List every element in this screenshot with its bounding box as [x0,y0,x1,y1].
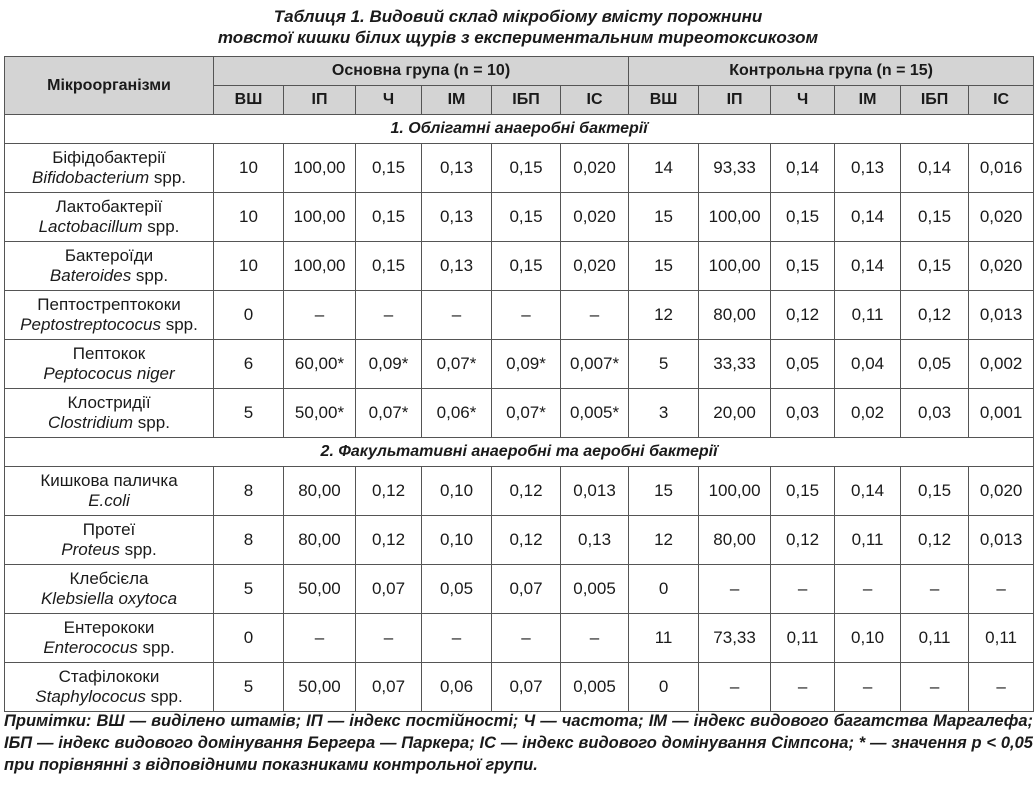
control-value-cell: 11 [629,614,699,663]
main-value-cell: 0,005 [561,663,629,712]
organism-name: Кишкова паличка [40,471,178,490]
control-value-cell: – [835,565,901,614]
organism-latin-name: Peptococus niger [43,364,175,383]
main-value-cell: – [356,291,422,340]
organism-name: Протеї [82,520,136,539]
main-value-cell: 0,13 [561,516,629,565]
main-value-cell: 80,00 [284,516,356,565]
title-line-1: Таблиця 1. Видовий склад мікробіому вмісту порожнини [273,7,763,26]
main-value-cell: 60,00* [284,340,356,389]
control-value-cell: 0,016 [969,144,1034,193]
control-value-cell: – [699,565,771,614]
control-value-cell: 0,14 [901,144,969,193]
control-value-cell: 0,020 [969,467,1034,516]
section-header-row [5,115,1034,144]
control-value-cell: 0 [629,565,699,614]
control-value-cell: 0,12 [771,291,835,340]
organisms-header: Мікроорганізми [5,57,214,115]
main-value-cell: 5 [214,565,284,614]
organism-cell [5,242,214,291]
main-value-cell: – [561,614,629,663]
main-col-header: ВШ [214,86,284,115]
organism-name: Біфідобактерії [52,148,166,167]
control-value-cell: 0,02 [835,389,901,438]
control-col-header: Ч [771,86,835,115]
main-value-cell: 0 [214,291,284,340]
organism-suffix: spp. [131,266,169,285]
control-col-header: ІМ [835,86,901,115]
control-value-cell: 0,14 [835,193,901,242]
organism-cell [5,340,214,389]
main-col-header: ІС [561,86,629,115]
main-value-cell: 50,00 [284,663,356,712]
control-value-cell: 100,00 [699,242,771,291]
table-title [0,6,1036,48]
control-value-cell: 0,13 [835,144,901,193]
control-value-cell: 33,33 [699,340,771,389]
control-value-cell: – [901,565,969,614]
main-value-cell: 10 [214,242,284,291]
table-row [5,614,1034,663]
main-value-cell: 0,06 [422,663,492,712]
section-header-row [5,438,1034,467]
main-value-cell: 0,13 [422,144,492,193]
table-row [5,565,1034,614]
table-row [5,516,1034,565]
main-value-cell: 100,00 [284,144,356,193]
organism-cell [5,389,214,438]
section-title: 1. Облігатні анаеробні бактерії [5,115,1034,144]
organism-suffix: spp. [119,540,157,559]
organism-name: Стафілококи [58,667,160,686]
organism-cell [5,193,214,242]
main-col-header: ІБП [492,86,561,115]
main-value-cell: – [356,614,422,663]
main-value-cell: 0,10 [422,516,492,565]
organism-name: Пептострептококи [37,295,181,314]
main-value-cell: – [422,614,492,663]
control-col-header: ІБП [901,86,969,115]
organism-suffix: spp. [142,217,180,236]
main-value-cell: 0,05 [422,565,492,614]
organism-latin-name: Staphylococus [35,687,146,706]
main-value-cell: – [422,291,492,340]
organism-latin-name: Klebsiella oxytoca [40,589,178,608]
main-value-cell: 0,06* [422,389,492,438]
main-value-cell: 0,07 [492,663,561,712]
organism-name: Пептокок [72,344,146,363]
main-value-cell: 0,07* [356,389,422,438]
main-value-cell: 0,10 [422,467,492,516]
table-row [5,467,1034,516]
control-value-cell: – [771,565,835,614]
control-value-cell: – [969,663,1034,712]
organism-cell [5,144,214,193]
organism-cell [5,663,214,712]
main-value-cell: 0,013 [561,467,629,516]
main-value-cell: 0,15 [492,144,561,193]
main-value-cell: 50,00 [284,565,356,614]
main-value-cell: – [284,614,356,663]
main-value-cell: 0,007* [561,340,629,389]
control-value-cell: 0,11 [835,516,901,565]
control-value-cell: 0,11 [771,614,835,663]
main-value-cell: 80,00 [284,467,356,516]
control-value-cell: 12 [629,516,699,565]
control-value-cell: – [771,663,835,712]
table-notes: Примітки: ВШ — виділено штамів; ІП — індекс постійності; Ч — частота; ІМ — індекс видового багатства Маргалефа; ІБП — індекс видового домінування Бергера — Паркера; ІС — індекс видового домінування Сімпсона; * — значення р < 0,05 при порівнянні з відповідними показниками контрольної групи. [4,712,1033,774]
organism-suffix: spp. [160,315,198,334]
control-value-cell: 0,15 [771,193,835,242]
control-col-header: ІП [699,86,771,115]
control-value-cell: 93,33 [699,144,771,193]
organism-latin-name: Enterococus [43,638,138,657]
control-value-cell: 80,00 [699,291,771,340]
main-value-cell: 10 [214,144,284,193]
organism-cell [5,291,214,340]
main-value-cell: – [492,291,561,340]
main-group-header: Основна група (n = 10) [214,57,629,86]
control-value-cell: 0,04 [835,340,901,389]
organism-cell [5,614,214,663]
control-value-cell: 14 [629,144,699,193]
organism-suffix: spp. [145,687,183,706]
microbiome-table [4,56,1034,712]
title-line-2: товстої кишки білих щурів з експериментальним тиреотоксикозом [217,28,819,47]
organism-name: Клостридії [67,393,151,412]
main-value-cell: 0,07* [422,340,492,389]
organism-latin-name: Bateroides [49,266,132,285]
table-row [5,193,1034,242]
main-value-cell: 0,12 [492,467,561,516]
main-value-cell: 5 [214,389,284,438]
organism-cell [5,565,214,614]
main-value-cell: 0 [214,614,284,663]
main-value-cell: 0,15 [356,144,422,193]
organism-suffix: spp. [149,168,187,187]
control-value-cell: 0,11 [835,291,901,340]
table-row [5,242,1034,291]
main-value-cell: 0,005* [561,389,629,438]
control-value-cell: 12 [629,291,699,340]
control-value-cell: 0,05 [771,340,835,389]
main-value-cell: 0,020 [561,242,629,291]
control-value-cell: 0,001 [969,389,1034,438]
control-value-cell: – [835,663,901,712]
control-col-header: ІС [969,86,1034,115]
organism-latin-name: E.coli [88,491,130,510]
main-value-cell: 8 [214,516,284,565]
main-value-cell: 0,15 [356,193,422,242]
table-row [5,340,1034,389]
organism-latin-name: Bifidobacterium [31,168,150,187]
organism-latin-name: Lactobacillum [38,217,143,236]
organism-suffix: spp. [137,638,175,657]
main-value-cell: 0,09* [356,340,422,389]
organism-cell [5,467,214,516]
main-value-cell: 10 [214,193,284,242]
main-value-cell: 8 [214,467,284,516]
control-value-cell: 100,00 [699,467,771,516]
control-value-cell: 0,11 [901,614,969,663]
control-value-cell: 0,12 [901,291,969,340]
control-value-cell: – [699,663,771,712]
table-row [5,291,1034,340]
main-col-header: Ч [356,86,422,115]
main-value-cell: 0,15 [492,193,561,242]
control-value-cell: 0,15 [901,467,969,516]
main-value-cell: 6 [214,340,284,389]
main-value-cell: 50,00* [284,389,356,438]
control-value-cell: – [969,565,1034,614]
main-value-cell: 0,12 [492,516,561,565]
control-value-cell: 0,14 [835,467,901,516]
section-title: 2. Факультативні анаеробні та аеробні бактерії [5,438,1034,467]
control-value-cell: 0,013 [969,291,1034,340]
control-col-header: ВШ [629,86,699,115]
organism-latin-name: Peptostreptococus [20,315,161,334]
control-value-cell: 0,12 [901,516,969,565]
table-row [5,663,1034,712]
control-value-cell: 0,002 [969,340,1034,389]
control-value-cell: 0,013 [969,516,1034,565]
control-value-cell: 0,15 [771,242,835,291]
organism-name: Бактероїди [64,246,154,265]
control-value-cell: 0,12 [771,516,835,565]
control-value-cell: 73,33 [699,614,771,663]
main-value-cell: 100,00 [284,193,356,242]
main-value-cell: 0,12 [356,467,422,516]
main-value-cell: 0,09* [492,340,561,389]
main-value-cell: 0,15 [492,242,561,291]
control-value-cell: 0,05 [901,340,969,389]
control-value-cell: 0,15 [901,193,969,242]
main-value-cell: 0,020 [561,193,629,242]
main-value-cell: 0,07* [492,389,561,438]
control-value-cell: 0,03 [771,389,835,438]
organism-suffix: spp. [133,413,170,432]
control-value-cell: 5 [629,340,699,389]
control-value-cell: 0,15 [771,467,835,516]
main-value-cell: 0,07 [492,565,561,614]
main-value-cell: 5 [214,663,284,712]
main-value-cell: 0,13 [422,193,492,242]
main-value-cell: 0,13 [422,242,492,291]
main-value-cell: 0,07 [356,663,422,712]
main-value-cell: 100,00 [284,242,356,291]
organism-cell [5,516,214,565]
main-value-cell: 0,005 [561,565,629,614]
main-col-header: ІП [284,86,356,115]
main-value-cell: 0,07 [356,565,422,614]
control-value-cell: – [901,663,969,712]
main-col-header: ІМ [422,86,492,115]
control-value-cell: 0,11 [969,614,1034,663]
control-value-cell: 0,15 [901,242,969,291]
control-value-cell: 15 [629,193,699,242]
control-value-cell: 15 [629,467,699,516]
main-value-cell: – [284,291,356,340]
control-group-header: Контрольна група (n = 15) [629,57,1034,86]
main-value-cell: 0,020 [561,144,629,193]
main-value-cell: – [492,614,561,663]
organism-name: Ентерококи [63,618,155,637]
main-value-cell: – [561,291,629,340]
main-value-cell: 0,15 [356,242,422,291]
control-value-cell: 3 [629,389,699,438]
table-row [5,144,1034,193]
control-value-cell: 0 [629,663,699,712]
control-value-cell: 80,00 [699,516,771,565]
control-value-cell: 0,14 [771,144,835,193]
organism-name: Лактобактерії [55,197,163,216]
control-value-cell: 15 [629,242,699,291]
control-value-cell: 0,03 [901,389,969,438]
table-row [5,389,1034,438]
main-value-cell: 0,12 [356,516,422,565]
organism-name: Клебсієла [69,569,149,588]
control-value-cell: 20,00 [699,389,771,438]
control-value-cell: 0,020 [969,242,1034,291]
control-value-cell: 100,00 [699,193,771,242]
control-value-cell: 0,14 [835,242,901,291]
control-value-cell: 0,020 [969,193,1034,242]
control-value-cell: 0,10 [835,614,901,663]
organism-latin-name: Proteus [61,540,120,559]
organism-latin-name: Clostridium [48,413,134,432]
